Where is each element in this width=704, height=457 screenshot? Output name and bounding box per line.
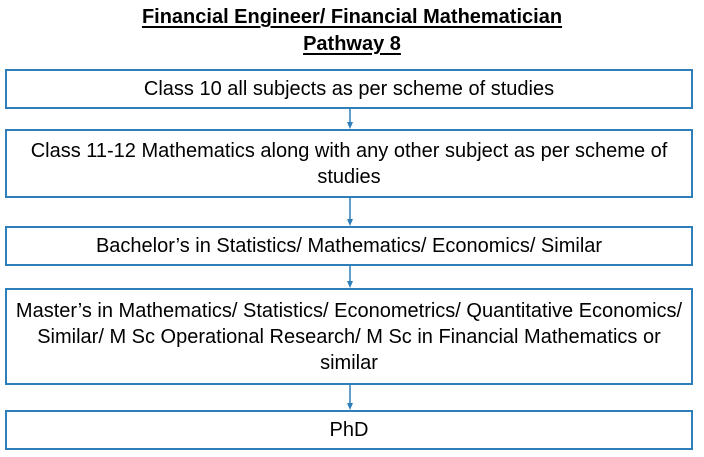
diagram-title-line-1: Financial Engineer/ Financial Mathematician	[141, 6, 563, 28]
down-arrow-icon	[347, 109, 353, 129]
step-class-11-12	[5, 129, 693, 198]
step-phd	[5, 410, 693, 450]
down-arrow-icon	[347, 385, 353, 410]
step-label: PhD	[329, 419, 369, 441]
step-label: Master’s in Mathematics/ Statistics/ Econometrics/ Quantitative Economics/ Similar/ M Sc Operational Research/ M Sc in Financial Mathematics or similar	[15, 299, 683, 374]
step-label: Class 10 all subjects as per scheme of studies	[143, 78, 555, 100]
step-bachelors	[5, 226, 693, 266]
step-masters	[5, 288, 693, 385]
down-arrow-icon	[347, 266, 353, 288]
down-arrow-icon	[347, 198, 353, 226]
step-class-10	[5, 69, 693, 109]
diagram-title-line-2: Pathway 8	[303, 33, 401, 55]
step-label: Bachelor’s in Statistics/ Mathematics/ Economics/ Similar	[95, 235, 603, 257]
step-label: Class 11-12 Mathematics along with any other subject as per scheme of studies	[30, 139, 668, 188]
